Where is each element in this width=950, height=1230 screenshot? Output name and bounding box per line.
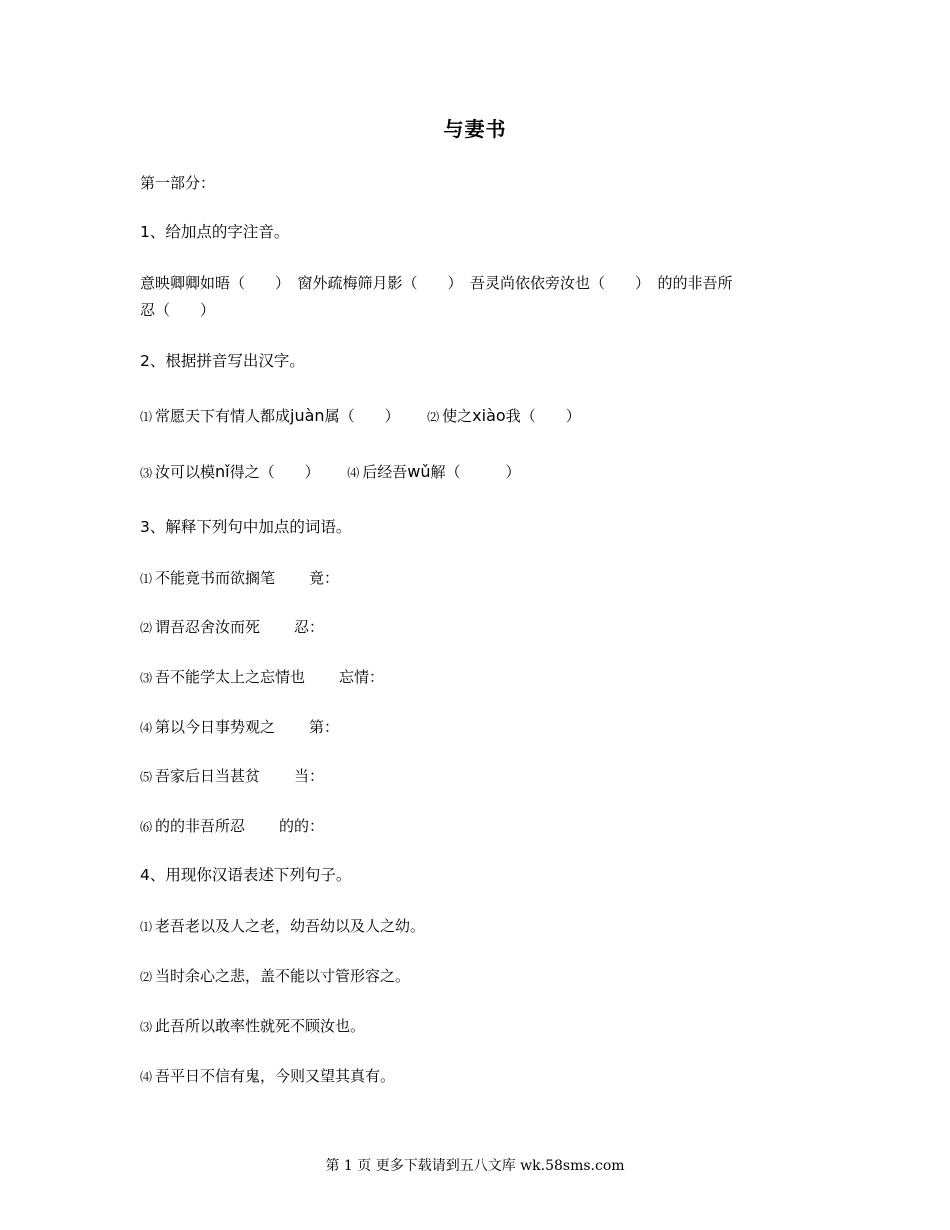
item-number: ⑶ (140, 1020, 153, 1034)
q3-item-4 (140, 714, 820, 741)
q3-item-5 (140, 763, 820, 790)
question-4-heading: 4、用现你汉语表述下列句子。 (140, 866, 352, 884)
q3-item-6 (140, 813, 820, 840)
item-word: 的的： (279, 817, 325, 835)
item-number: ⑷ (140, 1070, 153, 1084)
item-sentence: 不能竟书而欲搁笔 (155, 569, 276, 587)
item-number: ⑴ (140, 920, 153, 934)
q4-item-1 (140, 913, 820, 940)
item-text: 使之 (442, 407, 473, 425)
item-number: ⑷ (140, 721, 153, 735)
item-number: ⑸ (140, 770, 153, 784)
q4-item-4 (140, 1063, 820, 1090)
item-number: ⑵ (140, 621, 153, 635)
section-label: 第一部分： (140, 174, 216, 192)
question-2-row-2 (140, 459, 820, 486)
item-number: ⑶ (140, 466, 153, 480)
item-word: 当： (294, 767, 325, 785)
question-1-line-2: 忍（ ） (140, 301, 216, 319)
item-text: 得之（ ） (229, 463, 320, 481)
item-text: 后经吾 (362, 463, 408, 481)
item-sentence: 第以今日事势观之 (155, 718, 276, 736)
pinyin: xiào (472, 406, 506, 425)
q4-item-2 (140, 963, 820, 990)
q2-item-2 (427, 407, 581, 425)
item-text: 我（ ） (505, 407, 581, 425)
item-text: 解（ ） (430, 463, 521, 481)
q2-item-4 (347, 463, 520, 481)
item-word: 忘情： (339, 668, 385, 686)
q2-item-3 (140, 463, 324, 481)
question-2-heading: 2、根据拼音写出汉字。 (140, 352, 305, 370)
item-text: 汝可以模 (155, 463, 216, 481)
item-number: ⑴ (140, 410, 153, 424)
item-word: 第： (309, 718, 340, 736)
item-sentence: 谓吾忍舍汝而死 (155, 618, 261, 636)
question-2-row-1 (140, 403, 820, 430)
item-sentence: 吾不能学太上之忘情也 (155, 668, 306, 686)
item-text: 属（ ） (324, 407, 400, 425)
document-title: 与妻书 (443, 117, 507, 141)
question-1-line-1: 意映卿卿如晤（ ） 窗外疏梅筛月影（ ） 吾灵尚依依旁汝也（ ） 的的非吾所 (140, 274, 733, 292)
item-sentence: 吾平日不信有鬼，今则又望其真有。 (155, 1067, 396, 1085)
item-number: ⑶ (140, 671, 153, 685)
item-word: 忍： (294, 618, 325, 636)
question-3-heading: 3、解释下列句中加点的词语。 (140, 518, 352, 536)
q3-item-3 (140, 664, 820, 691)
item-sentence: 吾家后日当甚贫 (155, 767, 261, 785)
pinyin: nǐ (215, 462, 230, 481)
item-number: ⑹ (140, 820, 153, 834)
pinyin: juàn (290, 406, 325, 425)
item-number: ⑷ (347, 466, 360, 480)
item-sentence: 老吾老以及人之老，幼吾幼以及人之幼。 (155, 917, 426, 935)
question-1-heading: 1、给加点的字注音。 (140, 223, 290, 241)
item-text: 常愿天下有情人都成 (155, 407, 291, 425)
item-sentence: 当时余心之悲，盖不能以寸管形容之。 (155, 967, 411, 985)
q4-item-3 (140, 1013, 820, 1040)
item-sentence: 此吾所以敢率性就死不顾汝也。 (155, 1017, 366, 1035)
item-sentence: 的的非吾所忍 (155, 817, 246, 835)
q3-item-1 (140, 565, 820, 592)
item-number: ⑴ (140, 572, 153, 586)
page-footer: 第 1 页 更多下载请到五八文库 wk.58sms.com (325, 1158, 625, 1174)
item-number: ⑵ (140, 970, 153, 984)
q3-item-2 (140, 614, 820, 641)
pinyin: wǔ (407, 462, 431, 481)
item-word: 竟： (309, 569, 340, 587)
item-number: ⑵ (427, 410, 440, 424)
q2-item-1 (140, 407, 404, 425)
